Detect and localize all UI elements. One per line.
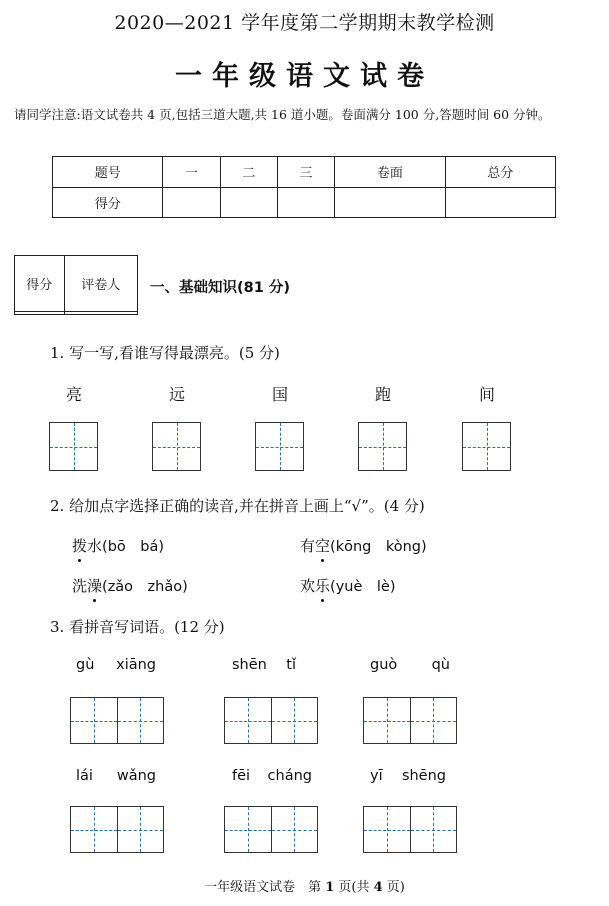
tian-grid-box[interactable] [49,422,98,471]
practice-char: 跑 [374,385,391,404]
practice-char: 远 [168,385,185,404]
pinyin-syllable: xiāng [116,657,156,673]
question-3-title: 3. 看拼音写词语。(12 分) [50,618,225,636]
footer-suffix: 页) [382,880,405,895]
item-char: 水 [87,537,103,555]
pinyin-syllable: qù [431,657,450,673]
dotted-char: 拨 [72,537,88,555]
exam-year-title: 2020—2021 学年度第二学期期末教学检测 [114,12,495,34]
score-cell [220,187,277,218]
pinyin-syllable: cháng [267,768,312,784]
dotted-char: 空 [315,537,331,555]
pronunciation-item[interactable] [300,575,396,596]
practice-char: 国 [271,385,288,404]
pinyin-syllable: gù [76,657,95,673]
score-header-cell: 二 [220,157,277,188]
question-2-title: 2. 给加点字选择正确的读音,并在拼音上画上“√”。(4 分) [50,497,425,515]
score-header-cell: 一 [163,157,220,188]
item-char: 欢 [300,577,316,595]
tian-grid-box[interactable] [358,422,407,471]
exam-notice: 请同学注意:语文试卷共 4 页,包括三道大题,共 16 道小题。卷面满分 100 分,答题时间 60 分钟。 [14,107,551,122]
score-cell [445,187,555,218]
pinyin-prompt [370,657,450,673]
dotted-char: 澡 [87,577,103,595]
pinyin-prompt [370,768,446,784]
pinyin-syllable: shēn [232,657,267,673]
pronunciation-item[interactable] [72,575,188,596]
pinyin-prompt [76,657,156,673]
pinyin-options[interactable]: (zǎo zhǎo) [102,579,188,595]
item-char: 有 [300,537,316,555]
pinyin-syllable: fēi [232,768,251,784]
pinyin-prompt [232,657,296,673]
grader-score-cell [15,312,65,315]
question-1-title: 1. 写一写,看谁写得最漂亮。(5 分) [50,344,280,362]
item-char: 洗 [72,577,88,595]
dotted-char: 乐 [315,577,331,595]
grader-name-cell [64,312,137,315]
tian-grid-box[interactable] [462,422,511,471]
score-row-label: 得分 [53,187,163,218]
score-cell [277,187,334,218]
footer-prefix: 一年级语文试卷 第 [204,880,326,895]
pronunciation-item[interactable] [300,535,427,556]
pinyin-prompt [76,768,156,784]
answer-grid[interactable] [363,806,457,853]
score-header-cell: 题号 [53,157,163,188]
score-header-cell: 总分 [445,157,555,188]
grader-score-label: 得分 [15,256,65,312]
score-table [52,156,556,218]
practice-char: 亮 [65,385,82,404]
score-header-cell: 卷面 [335,157,445,188]
answer-grid[interactable] [224,697,318,744]
tian-grid-box[interactable] [152,422,201,471]
footer-total-pages: 4 [373,880,383,895]
pinyin-options[interactable]: (yuè lè) [330,579,396,595]
pinyin-prompt [232,768,312,784]
pinyin-options[interactable]: (bō bá) [102,539,165,555]
footer-page-number: 1 [325,880,335,895]
pinyin-syllable: yī [370,768,383,784]
page-footer [0,876,609,895]
score-cell [335,187,445,218]
answer-grid[interactable] [70,806,164,853]
grader-name-label: 评卷人 [64,256,137,312]
exam-title: 一年级语文试卷 [175,61,434,92]
grader-box [14,255,138,315]
pinyin-syllable: wǎng [116,768,156,784]
answer-grid[interactable] [224,806,318,853]
pinyin-syllable: lái [76,768,93,784]
score-table-header-row [53,157,556,188]
score-header-cell: 三 [277,157,334,188]
score-cell [163,187,220,218]
score-table-score-row [53,187,556,218]
tian-grid-box[interactable] [255,422,304,471]
pinyin-syllable: shēng [401,768,446,784]
pinyin-options[interactable]: (kōng kòng) [330,539,427,555]
pinyin-syllable: tǐ [286,657,296,673]
footer-mid: 页(共 [334,880,374,895]
pronunciation-item[interactable] [72,535,164,556]
pinyin-syllable: guò [370,657,398,673]
practice-char: 间 [478,385,495,404]
section-1-title: 一、基础知识(81 分) [150,280,290,296]
answer-grid[interactable] [363,697,457,744]
answer-grid[interactable] [70,697,164,744]
